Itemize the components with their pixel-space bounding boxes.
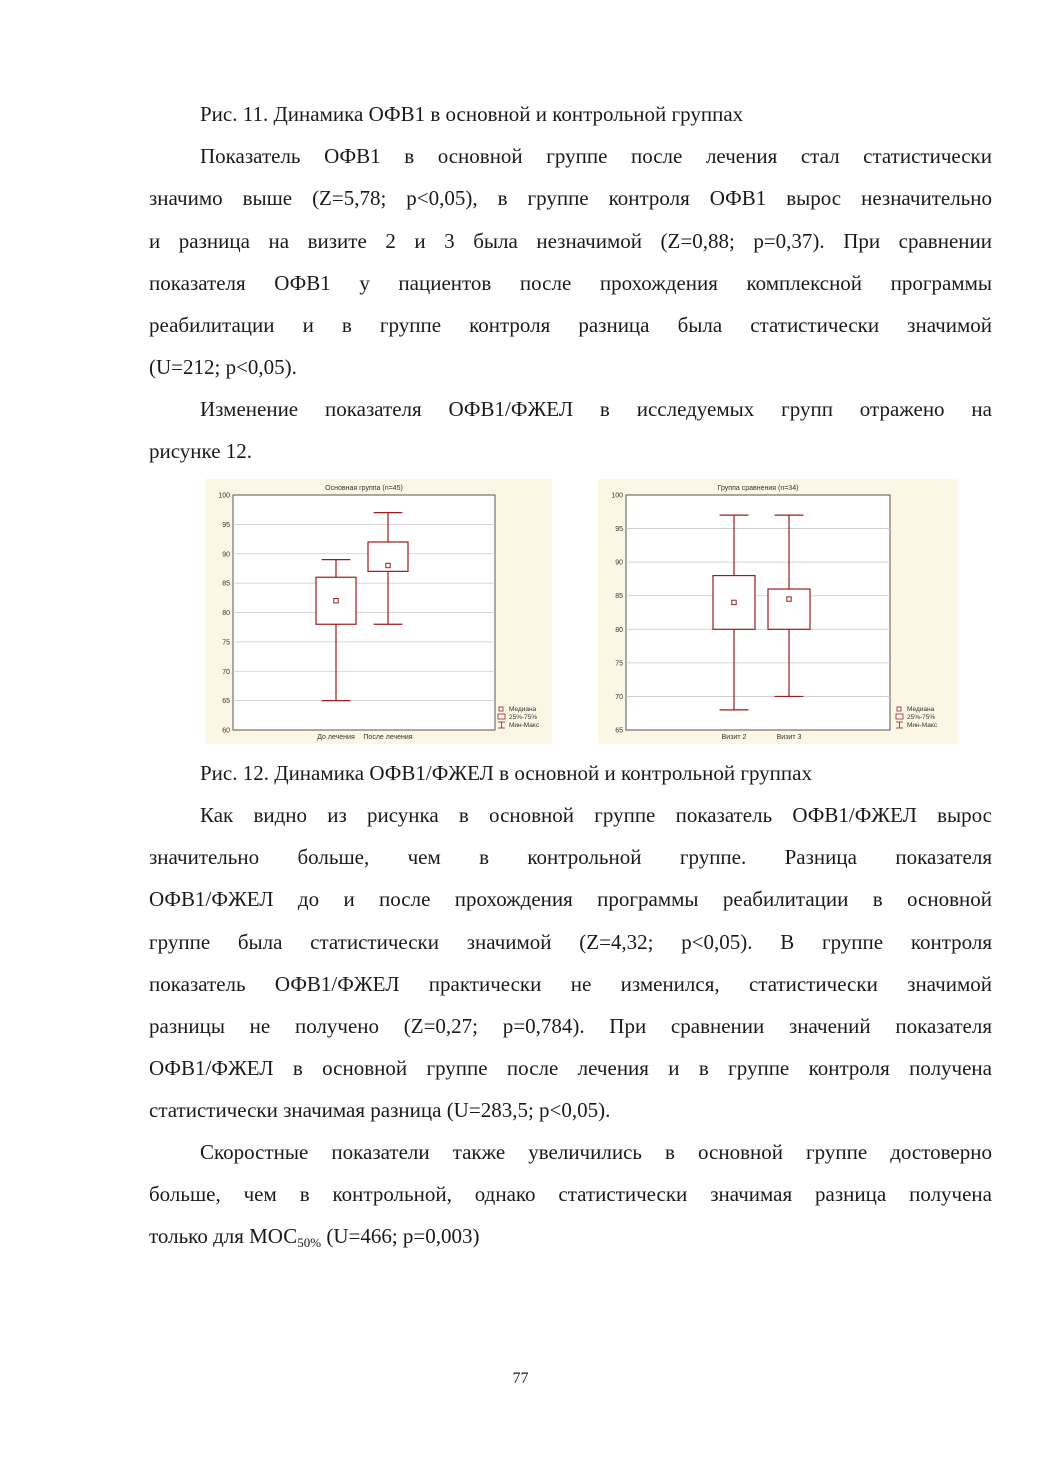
y-tick-label: 65: [615, 727, 623, 735]
text-line: ОФВ1/ФЖЕЛ в основной группе после лечения и в группе контроля получена: [149, 1056, 992, 1080]
y-tick-label: 85: [222, 580, 230, 588]
text-line: группе была статистически значимой (Z=4,32; p<0,05). В группе контроля: [149, 930, 992, 954]
median-marker: [334, 599, 338, 603]
iqr-box: [768, 589, 810, 629]
y-tick-label: 80: [615, 626, 623, 634]
y-tick-label: 70: [615, 693, 623, 701]
text-line: ОФВ1/ФЖЕЛ до и после прохождения программы реабилитации в основной: [149, 887, 992, 911]
text-line: Как видно из рисунка в основной группе показатель ОФВ1/ФЖЕЛ вырос: [200, 803, 992, 827]
text-line: разницы не получено (Z=0,27; p=0,784). При сравнении значений показателя: [149, 1014, 992, 1038]
y-tick-label: 70: [222, 668, 230, 676]
y-tick-label: 95: [615, 526, 623, 534]
legend-median-swatch: [897, 707, 901, 711]
boxplot-main-group-svg: [205, 479, 552, 744]
y-tick-label: 75: [615, 660, 623, 668]
text-line: рисунке 12.: [149, 439, 253, 463]
x-tick-label: Визит 2: [721, 734, 747, 741]
legend-label: 25%-75%: [907, 714, 936, 721]
legend-box-swatch: [498, 714, 505, 719]
legend-label: Мин-Макс: [509, 722, 540, 729]
y-tick-label: 85: [615, 593, 623, 601]
legend-median-swatch: [499, 707, 503, 711]
y-tick-label: 95: [222, 521, 230, 529]
text-fragment: (U=466; p=0,003): [321, 1224, 480, 1248]
x-tick-label: Визит 3: [776, 734, 802, 741]
boxplot-comparison-group-svg: [598, 479, 958, 744]
chart-title: Группа сравнения (n=34): [717, 485, 799, 492]
text-line: Скоростные показатели также увеличились в основной группе достоверно: [200, 1140, 992, 1164]
text-line: Показатель ОФВ1 в основной группе после лечения стал статистически: [200, 144, 992, 168]
x-tick-label: До лечения: [317, 734, 355, 741]
median-marker: [732, 600, 736, 604]
x-tick-label: После лечения: [363, 734, 413, 741]
y-tick-label: 100: [611, 492, 623, 500]
y-tick-label: 65: [222, 698, 230, 706]
y-tick-label: 90: [615, 559, 623, 567]
median-marker: [787, 597, 791, 601]
chart-title: Основная группа (n=45): [325, 485, 403, 492]
boxplot-comparison-group: [598, 479, 958, 744]
text-line: значимо выше (Z=5,78; p<0,05), в группе контроля ОФВ1 вырос незначительно: [149, 186, 992, 210]
y-tick-label: 90: [222, 551, 230, 559]
text-line: показатель ОФВ1/ФЖЕЛ практически не изменился, статистически значимой: [149, 972, 992, 996]
legend-label: Медиана: [907, 706, 935, 713]
text-line: (U=212; p<0,05).: [149, 355, 297, 379]
y-tick-label: 80: [222, 610, 230, 617]
legend-box-swatch: [896, 714, 903, 719]
legend-label: Медиана: [509, 706, 537, 713]
boxplot-main-group: [205, 479, 552, 744]
text-line: показателя ОФВ1 у пациентов после прохождения комплексной программы: [149, 271, 992, 295]
text-line: значительно больше, чем в контрольной группе. Разница показателя: [149, 845, 992, 869]
y-tick-label: 75: [222, 639, 230, 647]
median-marker: [386, 563, 390, 567]
y-tick-label: 60: [222, 727, 230, 735]
y-tick-label: 100: [218, 492, 230, 500]
legend-label: Мин-Макс: [907, 722, 938, 729]
figure-11-caption: Рис. 11. Динамика ОФВ1 в основной и контрольной группах: [200, 102, 744, 126]
text-line: [149, 1223, 992, 1249]
page-number: 77: [512, 1370, 529, 1387]
plot-area: [626, 495, 890, 730]
text-line: реабилитации и в группе контроля разница была статистически значимой: [149, 313, 992, 337]
figure-12-caption: Рис. 12. Динамика ОФВ1/ФЖЕЛ в основной и контрольной группах: [200, 761, 812, 785]
text-line: больше, чем в контрольной, однако статистически значимая разница получена: [149, 1182, 992, 1206]
text-line: статистически значимая разница (U=283,5; p<0,05).: [149, 1098, 611, 1122]
text-line: Изменение показателя ОФВ1/ФЖЕЛ в исследуемых групп отражено на: [200, 397, 992, 421]
text-line: и разница на визите 2 и 3 была незначимой (Z=0,88; p=0,37). При сравнении: [149, 229, 992, 253]
subscript: 50%: [297, 1235, 322, 1250]
legend-label: 25%-75%: [509, 714, 538, 721]
text-fragment: только для МОС: [149, 1224, 298, 1248]
